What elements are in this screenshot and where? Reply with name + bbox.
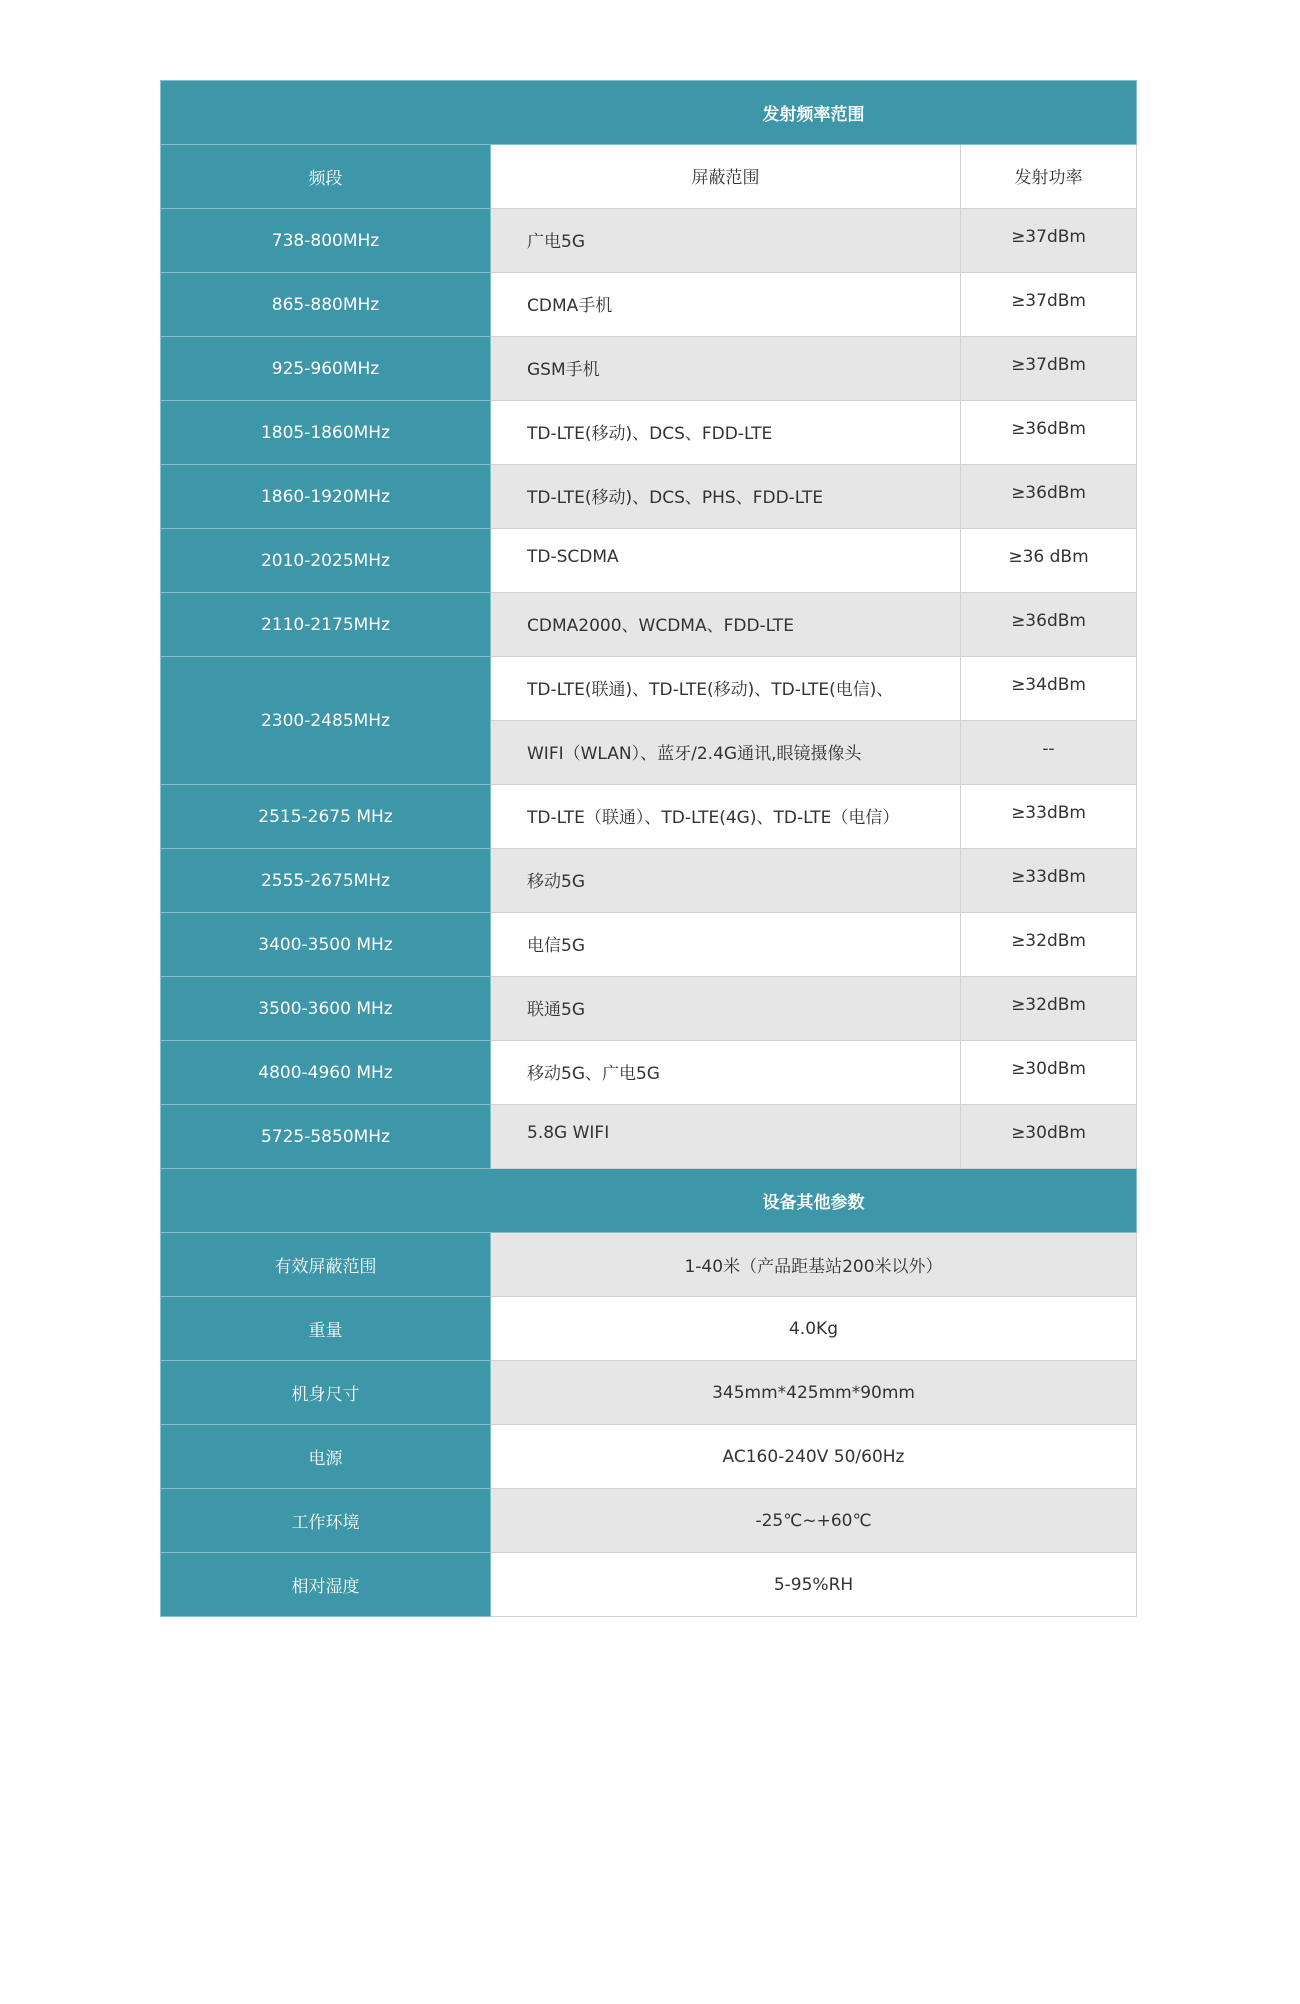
band-cell: 2110-2175MHz: [161, 593, 491, 657]
band-cell: 5725-5850MHz: [161, 1105, 491, 1169]
band-cell: 3400-3500 MHz: [161, 913, 491, 977]
param-row: [161, 1361, 1137, 1425]
param-label: 有效屏蔽范围: [161, 1233, 491, 1297]
shield-range-cell: TD-LTE(移动)、DCS、FDD-LTE: [491, 401, 961, 465]
shield-range-cell: 广电5G: [491, 209, 961, 273]
params-section-header-row: [161, 1169, 1137, 1233]
param-label: 机身尺寸: [161, 1361, 491, 1425]
column-header-band: 频段: [161, 145, 491, 209]
shield-range-cell: TD-LTE（联通）、TD-LTE(4G)、TD-LTE（电信）: [491, 785, 961, 849]
power-cell: ≥37dBm: [961, 273, 1137, 337]
band-cell: 2555-2675MHz: [161, 849, 491, 913]
power-cell: ≥32dBm: [961, 977, 1137, 1041]
band-cell: 865-880MHz: [161, 273, 491, 337]
band-cell: 1805-1860MHz: [161, 401, 491, 465]
param-label: 重量: [161, 1297, 491, 1361]
band-cell: 738-800MHz: [161, 209, 491, 273]
param-row: [161, 1553, 1137, 1617]
param-label: 电源: [161, 1425, 491, 1489]
table-row: [161, 1105, 1137, 1169]
shield-range-cell: TD-LTE(联通)、TD-LTE(移动)、TD-LTE(电信)、: [491, 657, 961, 721]
table-row: [161, 401, 1137, 465]
param-label: 工作环境: [161, 1489, 491, 1553]
spec-table: [160, 80, 1137, 1617]
band-cell: 925-960MHz: [161, 337, 491, 401]
band-cell: 1860-1920MHz: [161, 465, 491, 529]
column-header-power: 发射功率: [961, 145, 1137, 209]
power-cell: ≥36dBm: [961, 593, 1137, 657]
shield-range-cell: CDMA2000、WCDMA、FDD-LTE: [491, 593, 961, 657]
param-row: [161, 1425, 1137, 1489]
shield-range-cell: TD-SCDMA: [491, 529, 961, 593]
column-header-shield-range: 屏蔽范围: [491, 145, 961, 209]
power-cell: ≥37dBm: [961, 209, 1137, 273]
shield-range-cell: 移动5G、广电5G: [491, 1041, 961, 1105]
table-row: [161, 337, 1137, 401]
param-label: 相对湿度: [161, 1553, 491, 1617]
power-cell: ≥36dBm: [961, 465, 1137, 529]
band-cell: 2515-2675 MHz: [161, 785, 491, 849]
power-cell: ≥33dBm: [961, 849, 1137, 913]
band-cell: 4800-4960 MHz: [161, 1041, 491, 1105]
power-cell: ≥37dBm: [961, 337, 1137, 401]
table-row: [161, 273, 1137, 337]
param-value: 1-40米（产品距基站200米以外）: [491, 1233, 1137, 1297]
shield-range-cell: WIFI（WLAN）、蓝牙/2.4G通讯,眼镜摄像头: [491, 721, 961, 785]
band-cell: 2010-2025MHz: [161, 529, 491, 593]
band-cell: 3500-3600 MHz: [161, 977, 491, 1041]
param-row: [161, 1297, 1137, 1361]
power-cell: ≥32dBm: [961, 913, 1137, 977]
table-row: [161, 785, 1137, 849]
power-cell: --: [961, 721, 1137, 785]
shield-range-cell: CDMA手机: [491, 273, 961, 337]
param-value: AC160-240V 50/60Hz: [491, 1425, 1137, 1489]
band-cell: 2300-2485MHz: [161, 657, 491, 785]
table-row: [161, 849, 1137, 913]
power-cell: ≥30dBm: [961, 1041, 1137, 1105]
power-cell: ≥36 dBm: [961, 529, 1137, 593]
power-cell: ≥34dBm: [961, 657, 1137, 721]
shield-range-cell: 电信5G: [491, 913, 961, 977]
table-row: [161, 1041, 1137, 1105]
param-value: 345mm*425mm*90mm: [491, 1361, 1137, 1425]
shield-range-cell: GSM手机: [491, 337, 961, 401]
param-row: [161, 1489, 1137, 1553]
frequency-section-title: 发射频率范围: [161, 81, 1137, 145]
column-header-row: [161, 145, 1137, 209]
shield-range-cell: 联通5G: [491, 977, 961, 1041]
table-row: [161, 465, 1137, 529]
param-value: 5-95%RH: [491, 1553, 1137, 1617]
table-row: [161, 209, 1137, 273]
table-row: [161, 593, 1137, 657]
power-cell: ≥36dBm: [961, 401, 1137, 465]
param-value: 4.0Kg: [491, 1297, 1137, 1361]
shield-range-cell: 5.8G WIFI: [491, 1105, 961, 1169]
table-row: [161, 977, 1137, 1041]
param-row: [161, 1233, 1137, 1297]
table-row: [161, 657, 1137, 721]
params-section-title: 设备其他参数: [161, 1169, 1137, 1233]
shield-range-cell: TD-LTE(移动)、DCS、PHS、FDD-LTE: [491, 465, 961, 529]
shield-range-cell: 移动5G: [491, 849, 961, 913]
power-cell: ≥30dBm: [961, 1105, 1137, 1169]
table-row: [161, 913, 1137, 977]
table-row: [161, 529, 1137, 593]
frequency-section-header-row: [161, 81, 1137, 145]
power-cell: ≥33dBm: [961, 785, 1137, 849]
param-value: -25℃~+60℃: [491, 1489, 1137, 1553]
